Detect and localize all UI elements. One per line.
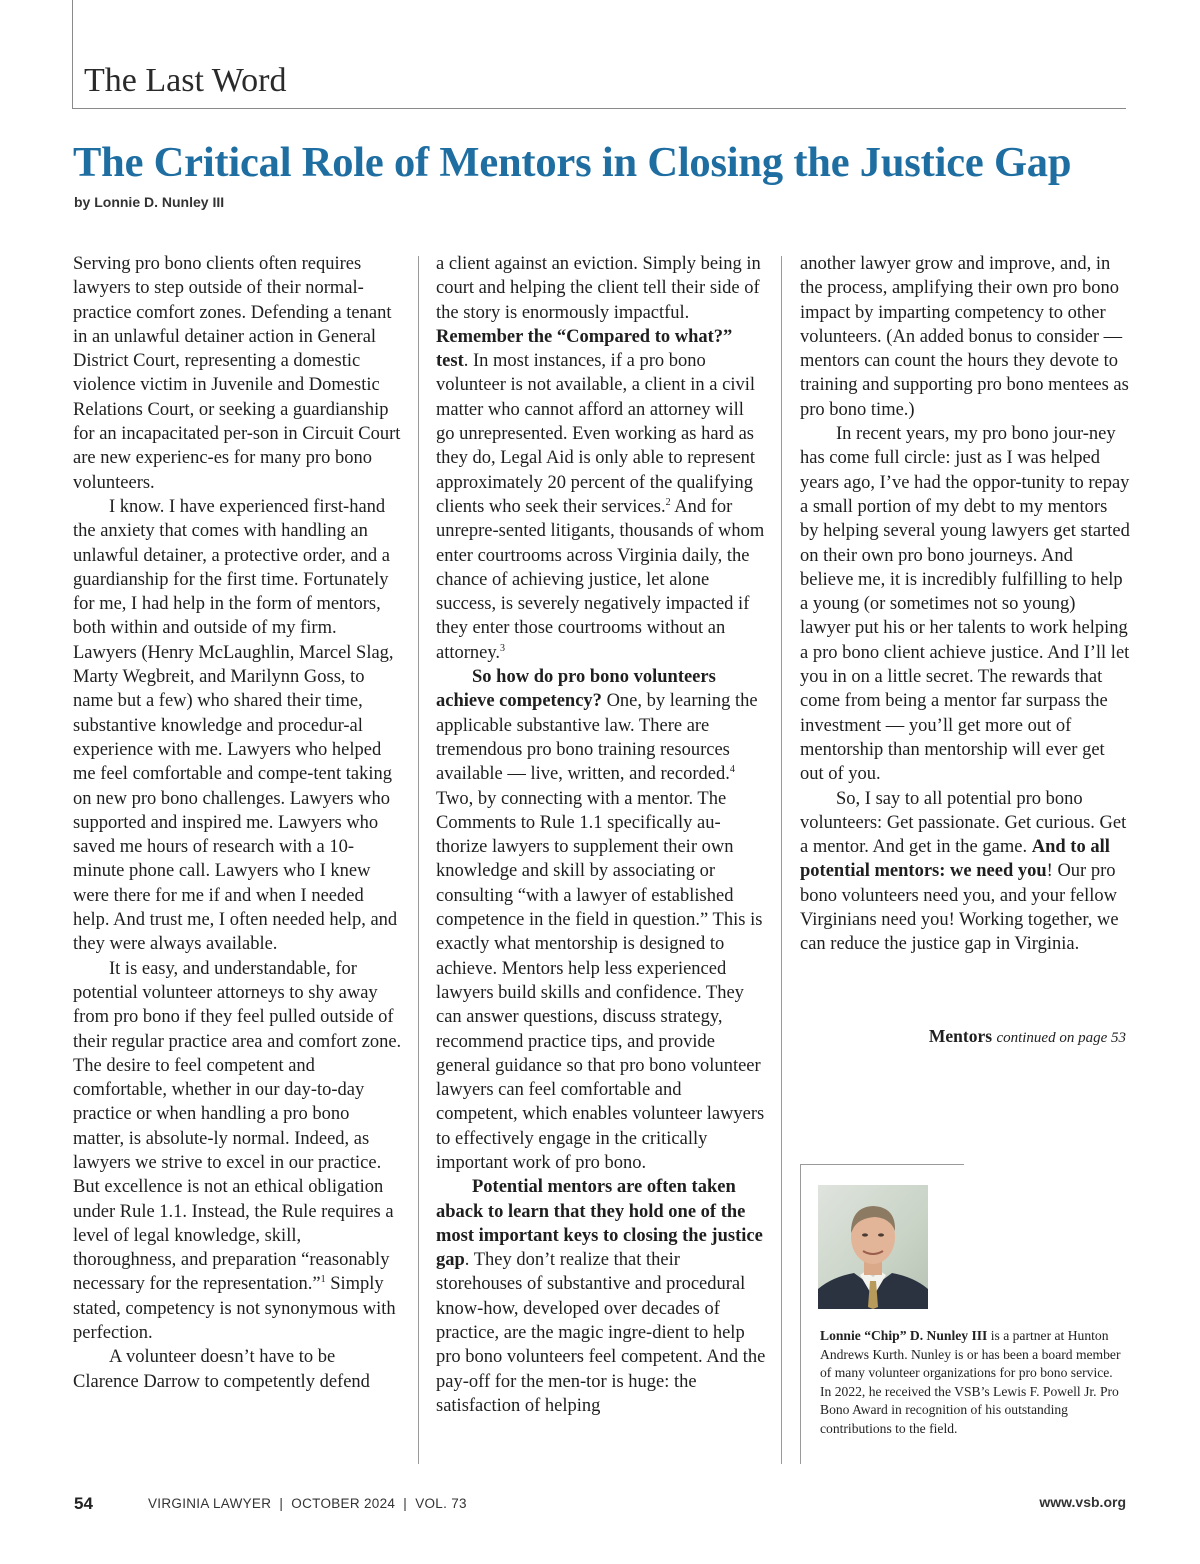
- paragraph-text: It is easy, and understandable, for potential volunteer attorneys to shy away from pro bono if they feel pulled outside of their regular practice area and comfort zone. The desire to feel competent and comfortable, whether in our day-to-day practice or when handling a pro bono matter, is absolute-ly normal. Indeed, as lawyers we strive to excel in our practice. But excellence is not an ethical obligation under Rule 1.1. Instead, the Rule requires a level of legal knowledge, skill, thoroughness, and preparation “reasonably necessary for the representation.”: [73, 958, 402, 1295]
- footnote-marker: 3: [500, 642, 506, 654]
- paragraph-text: So, I say to all potential pro bono volunteers: Get passionate. Get curious. Get a mentor. And get in the game.: [800, 788, 1127, 858]
- paragraph-text: . They don’t realize that their storehouses of substantive and procedural know-how, developed over decades of practice, are the magic ingre-dient to help pro bono volunteers feel competent. And the pay-off for the men-tor is huge: the satisfaction of helping: [436, 1250, 766, 1416]
- paragraph: [436, 665, 766, 1175]
- author-photo: [818, 1185, 928, 1309]
- column-divider: [781, 256, 782, 1464]
- footnote-marker: 1: [320, 1274, 326, 1286]
- paragraph: In recent years, my pro bono jour-ney has come full circle: just as I was helped years ago, I’ve had the oppor-tunity to repay a small portion of my debt to my mentors by helping several young lawyers get started on their own pro bono journeys. And believe me, it is incredibly fulfilling to help a young (or sometimes not so young) lawyer put his or her talents to work helping a pro bono client achieve justice. And I’ll let you in on a little secret. The rewards that come from being a mentor far surpass the investment — you’ll get more out of mentorship than mentorship will ever get out of you.: [800, 424, 1130, 785]
- paragraph: [73, 957, 403, 1346]
- header-vertical-rule: [72, 0, 73, 109]
- paragraph-text: And for unrepre-sented litigants, thousands of whom enter courtrooms across Virginia daily, the chance of achieving justice, let alone success, is severely negatively impacted if they enter those courtrooms without an attorney.: [436, 496, 765, 663]
- website-url: www.vsb.org: [1039, 1494, 1126, 1510]
- bold-text: Potential mentors are often taken aback to learn that they hold one of the most important keys to closing the justice gap: [436, 1177, 763, 1271]
- publication-info: [148, 1496, 467, 1511]
- bio-box-rule: [800, 1164, 964, 1165]
- author-name: Lonnie “Chip” D. Nunley III: [820, 1328, 988, 1343]
- author-bio: [820, 1327, 1126, 1439]
- column-2: [436, 252, 766, 1418]
- bold-text: Remember the “Compared to what?” test: [436, 326, 733, 372]
- bold-text: And to all potential mentors: we need you: [800, 837, 1110, 882]
- paragraph: A volunteer doesn’t have to be Clarence Darrow to competently defend: [73, 1347, 370, 1392]
- continued-note: [929, 1026, 1126, 1047]
- paragraph-text: One, by learning the applicable substantive law. There are tremendous pro bono training resources available — live, written, and recorded.: [436, 691, 758, 785]
- bold-text: So how do pro bono volunteers achieve competency?: [436, 667, 716, 712]
- paragraph-text: ! Our pro bono volunteers need you, and your fellow Virginians need you! Working together, we can reduce the justice gap in Virginia.: [800, 861, 1119, 955]
- paragraph: I know. I have experienced first-hand the anxiety that comes with handling an unlawful detainer, a protective order, and a guardianship for the first time. Fortunately for me, I had help in the form of mentors, both within and outside of my firm. Lawyers (Henry McLaughlin, Marcel Slag, Marty Wegbreit, and Marilynn Goss, to name but a few) who shared their time, substantive knowledge and procedur-al experience with me. Lawyers who helped me feel comfortable and compe-tent taking on new pro bono challenges. Lawyers who supported and inspired me. Lawyers who saved me hours of research with a 10-minute phone call. Lawyers who I knew were there for me if and when I needed help. And trust me, I often needed help, and they were always available.: [73, 496, 398, 955]
- paragraph-text: Two, by connecting with a mentor. The Comments to Rule 1.1 specifically au-thorize lawyers to supplement their own knowledge and skill by associating or consulting “with a lawyer of established competence in the field in question.” This is exactly what mentorship is designed to achieve. Mentors help less experienced lawyers build skills and confidence. They can answer questions, discuss strategy, recommend practice tips, and provide general guidance so that pro bono volunteer lawyers can feel comfortable and competent, which enables volunteer lawyers to effectively engage in the critically important work of pro bono.: [436, 788, 765, 1173]
- column-1: [73, 252, 403, 1394]
- paragraph: [800, 787, 1130, 957]
- paragraph: another lawyer grow and improve, and, in the process, amplifying their own pro bono impact by imparting competency to other volunteers. (An added bonus to consider — mentors can count the hours they devote to training and supporting pro bono mentees as pro bono time.): [800, 254, 1129, 420]
- header-horizontal-rule: [72, 108, 1126, 109]
- article-title: The Critical Role of Mentors in Closing the Justice Gap: [73, 139, 1072, 186]
- bio-box-rule: [800, 1164, 801, 1464]
- byline: by Lonnie D. Nunley III: [74, 194, 225, 210]
- continued-label: Mentors: [928, 1026, 993, 1046]
- column-3: [800, 252, 1130, 957]
- paragraph-text: a client against an eviction. Simply being in court and helping the client tell their side of the story is enormously impactful.: [436, 254, 761, 323]
- paragraph: [436, 1175, 766, 1418]
- paragraph: Serving pro bono clients often requires lawyers to step outside of their normal-practice comfort zones. Defending a tenant in an unlawful detainer action in General District Court, representing a domestic violence victim in Juvenile and Domestic Relations Court, or seeking a guardianship for an incapacitated per-son in Circuit Court are new experienc-es for many pro bono volunteers.: [73, 254, 401, 493]
- publication-text: VIRGINIA LAWYER | OCTOBER 2024 | VOL. 73: [148, 1496, 467, 1511]
- section-label: The Last Word: [84, 62, 287, 99]
- bio-text: is a partner at Hunton Andrews Kurth. Nunley is or has been a board member of many volunteer organizations for pro bono service. In 2022, he received the VSB’s Lewis F. Powell Jr. Pro Bono Award in recognition of his outstanding contributions to the field.: [820, 1328, 1121, 1436]
- paragraph-text: . In most instances, if a pro bono volunteer is not available, a client in a civil matter who cannot afford an attorney will go unrepresented. Even working as hard as they do, Legal Aid is only able to represent approximately 20 percent of the qualifying clients who seek their services.: [436, 351, 756, 517]
- column-divider: [418, 256, 419, 1464]
- paragraph: [436, 252, 766, 665]
- paragraph-text: Simply stated, competency is not synonymous with perfection.: [73, 1274, 396, 1344]
- continued-text: continued on page 53: [996, 1030, 1126, 1046]
- footnote-marker: 4: [729, 764, 735, 776]
- footnote-marker: 2: [665, 496, 671, 508]
- page-number: 54: [74, 1494, 93, 1513]
